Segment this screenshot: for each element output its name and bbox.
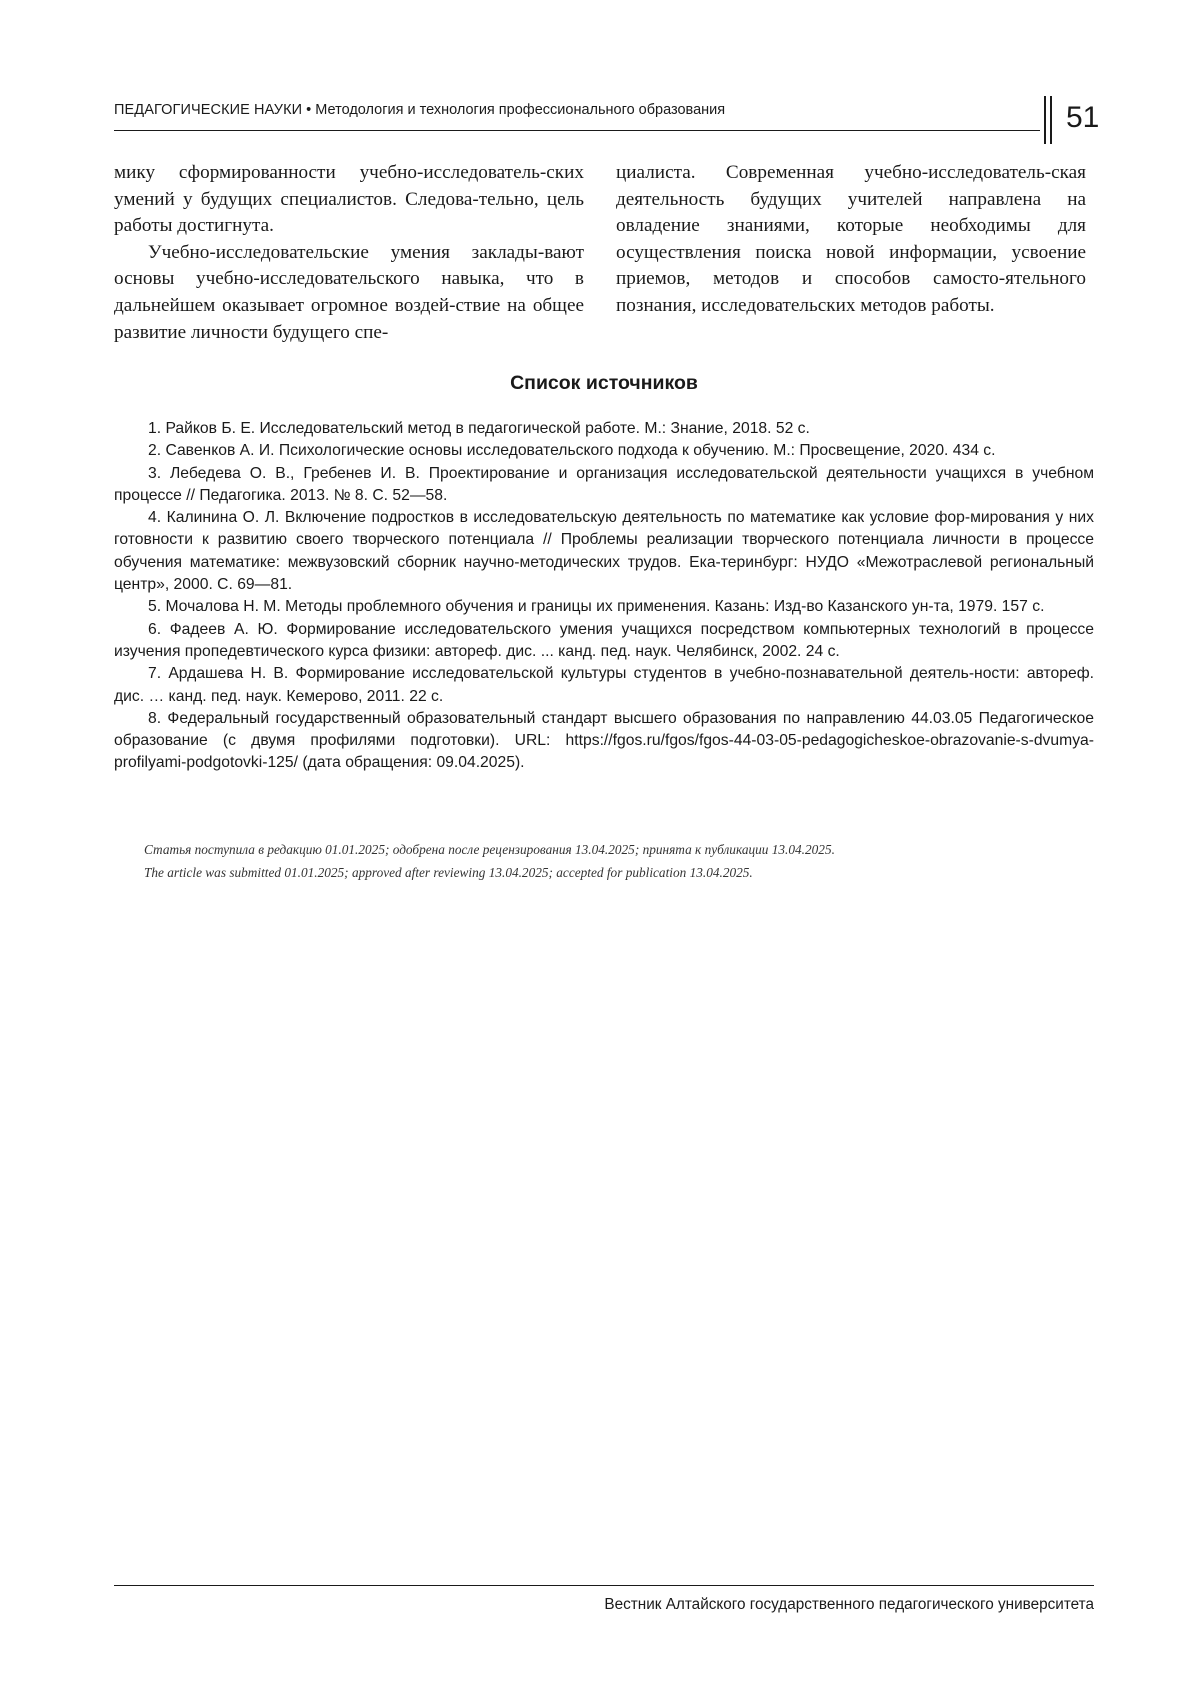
left-column: [114, 160, 584, 346]
footer-journal-title: Вестник Алтайского государственного педагогического университета: [604, 1596, 1094, 1613]
references-list: [114, 418, 1094, 775]
paragraph: циалиста. Современная учебно-исследователь-ская деятельность будущих учителей направлена на овладение знаниями, которые необходимы для осуществления поиска новой информации, усвоение приемов, методов и способов самосто-ятельного познания, исследовательских методов работы.: [616, 162, 1086, 316]
page-number: 51: [1066, 101, 1100, 134]
footer-rule: [114, 1585, 1094, 1586]
header-bullet: •: [306, 102, 312, 118]
header-text: [114, 102, 725, 118]
right-column: [616, 160, 1086, 320]
reference-item: 4. Калинина О. Л. Включение подростков в исследовательскую деятельность по математике как условие фор-мирования у них готовности к развитию своего творческого потенциала // Проблемы реализации творческого потенциала личности в процессе обучения математике: межвузовский сборник научно-методических трудов. Ека-теринбург: НУДО «Межотраслевой региональный центр», 2000. С. 69—81.: [114, 509, 1094, 594]
references-title: Список источников: [510, 372, 698, 394]
reference-item: 3. Лебедева О. В., Гребенев И. В. Проектирование и организация исследовательской деятельности учащихся в учебном процессе // Педагогика. 2013. № 8. С. 52—58.: [114, 464, 1094, 504]
reference-item: 2. Савенков А. И. Психологические основы исследовательского подхода к обучению. М.: Просвещение, 2020. 434 с.: [148, 442, 996, 460]
submission-note-ru: Статья поступила в редакцию 01.01.2025; одобрена после рецензирования 13.04.2025; принята к публикации 13.04.2025.: [144, 842, 835, 857]
paragraph: мику сформированности учебно-исследователь-ских умений у будущих специалистов. Следова-тельно, цель работы достигнута.: [114, 162, 584, 237]
header-divider-bars: [1044, 96, 1054, 144]
reference-item: 6. Фадеев А. Ю. Формирование исследовательского умения учащихся посредством компьютерных технологий в процессе изучения пропедевтического курса физики: автореф. дис. ... канд. пед. наук. Челябинск, 2002. 24 с.: [114, 620, 1094, 660]
submission-note-en: The article was submitted 01.01.2025; approved after reviewing 13.04.2025; accepted for publication 13.04.2025.: [144, 865, 753, 880]
reference-item: 5. Мочалова Н. М. Методы проблемного обучения и границы их применения. Казань: Изд-во Казанского ун-та, 1979. 157 с.: [148, 598, 1045, 616]
paragraph: Учебно-исследовательские умения заклады-вают основы учебно-исследовательского навыка, что в дальнейшем оказывает огромное воздей-ствие на общее развитие личности будущего спе-: [114, 241, 584, 343]
header-rule: [114, 130, 1040, 131]
reference-item: 1. Райков Б. Е. Исследовательский метод в педагогической работе. М.: Знание, 2018. 52 с.: [148, 420, 810, 437]
header-section: ПЕДАГОГИЧЕСКИЕ НАУКИ: [114, 102, 303, 118]
header-subsection: Методология и технология профессионального образования: [315, 102, 726, 118]
reference-item: 8. Федеральный государственный образовательный стандарт высшего образования по направлению 44.03.05 Педагогическое образование (с двумя профилями подготовки). URL: https://fgos.ru/fgos/fgos-44-03-05-pedagogicheskoe-obrazovanie-s-dvumya-profilyami-podgotovki-125/ (дата обращения: 09.04.2025).: [114, 709, 1094, 772]
reference-item: 7. Ардашева Н. В. Формирование исследовательской культуры студентов в учебно-познавательной деятель-ности: автореф. дис. … канд. пед. наук. Кемерово, 2011. 22 с.: [114, 665, 1094, 705]
running-header: [114, 96, 1044, 134]
